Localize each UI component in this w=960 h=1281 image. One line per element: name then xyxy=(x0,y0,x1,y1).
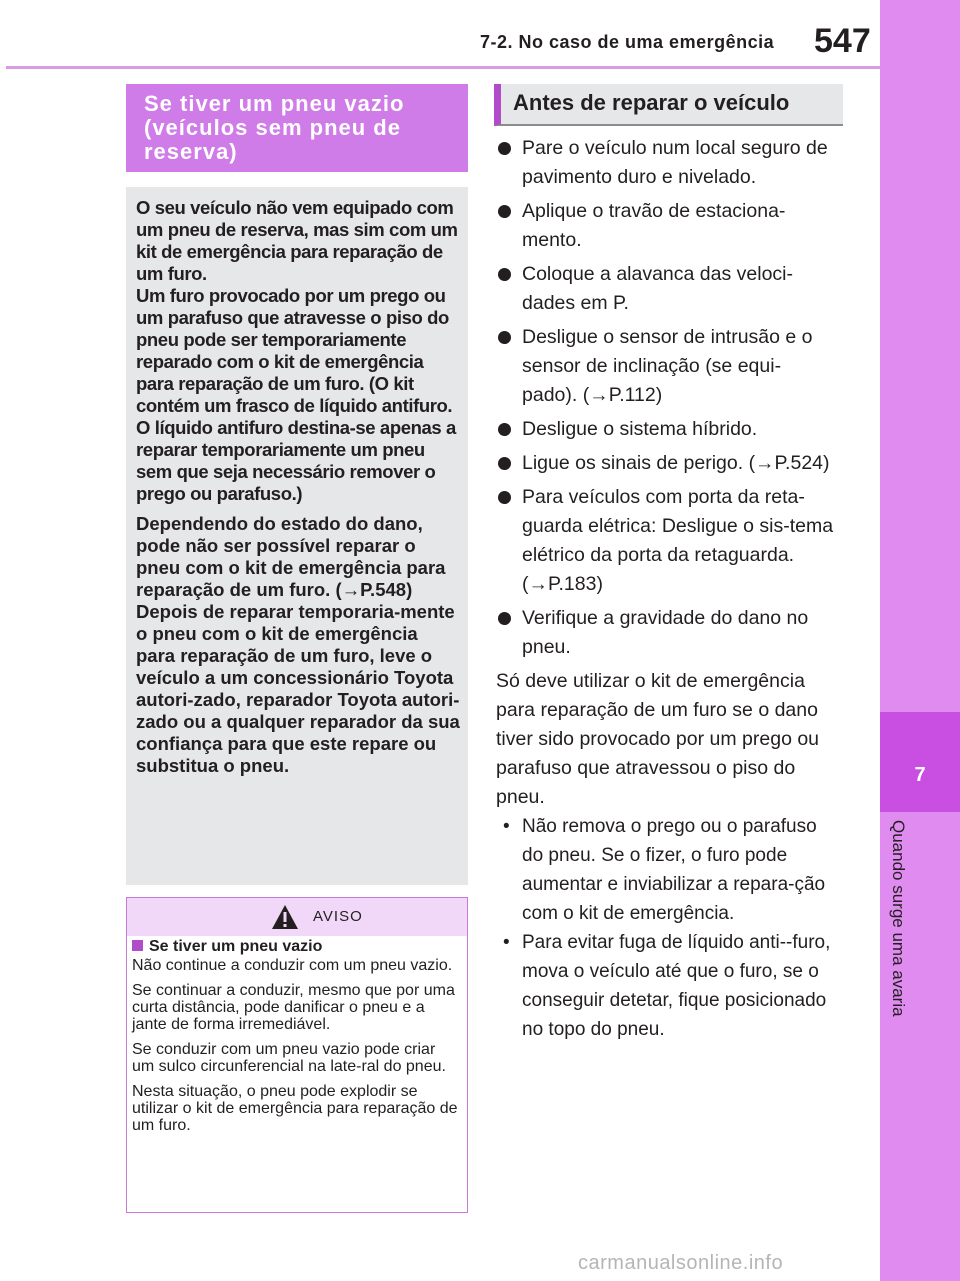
bullet-item xyxy=(496,323,836,410)
bullet-item xyxy=(496,197,836,255)
intro-text-1b: Um furo provocado por um prego ou um parafuso que atravesse o piso do pneu pode ser temporariamente reparado com o kit de emergência para reparação de um furo. (O kit contém um frasco de líquido antifuro. O líquido antifuro destina-se apenas a reparar temporariamente um pneu sem que seja necessário remover o prego ou parafuso.) xyxy=(136,285,456,504)
bullet-dot-icon xyxy=(498,331,511,344)
warning-box xyxy=(126,897,468,1213)
warning-header xyxy=(127,898,467,936)
chapter-number: 7 xyxy=(914,764,926,786)
chapter-title: Quando surge uma avaria xyxy=(889,820,908,1017)
bullet-dot-icon xyxy=(498,205,511,218)
intro-text-1a: O seu veículo não vem equipado com um pneu de reserva, mas sim com um kit de emergência para reparação de um furo. xyxy=(136,197,458,284)
intro-paragraph-1 xyxy=(136,197,461,505)
bullet-text: Para veículos com porta da reta-guarda elétrica: Desligue o sis-tema elétrico da porta da retaguarda. (→P.183) xyxy=(522,486,834,595)
square-bullet-icon xyxy=(132,940,143,951)
chapter-side-tab xyxy=(880,0,960,1281)
bullet-item xyxy=(496,604,836,662)
bullet-dot-icon xyxy=(498,268,511,281)
bullet-text: Aplique o travão de estaciona-mento. xyxy=(522,200,786,251)
header-divider xyxy=(6,66,880,69)
bullet-dot-icon xyxy=(498,612,511,625)
page-number: 547 xyxy=(814,22,871,60)
section-heading-text: Se tiver um pneu vazio (veículos sem pneu de reserva) xyxy=(144,91,405,164)
note-item xyxy=(496,812,836,928)
bullet-dot-icon xyxy=(498,423,511,436)
bullet-dot-icon xyxy=(498,457,511,470)
intro-paragraph-2 xyxy=(136,513,461,777)
bullet-item xyxy=(496,483,836,599)
bullet-item xyxy=(496,260,836,318)
bullet-dot-icon xyxy=(498,491,511,504)
intro-text-2a: Dependendo do estado do dano, pode não ser possível reparar o pneu com o kit de emergência para reparação de um furo. (→P.548) xyxy=(136,513,446,600)
bullet-text: Ligue os sinais de perigo. (→P.524) xyxy=(522,452,830,474)
warning-triangle-icon xyxy=(271,904,299,930)
warning-subheading xyxy=(132,938,460,955)
chapter-marker[interactable] xyxy=(880,712,960,812)
bullet-item xyxy=(496,449,836,478)
note-text: Para evitar fuga de líquido anti--furo, mova o veículo até que o furo, se o conseguir detetar, fique posicionado no topo do pneu. xyxy=(522,932,831,1040)
section-heading-text: Antes de reparar o veículo xyxy=(513,90,790,115)
warning-paragraph: Se continuar a conduzir, mesmo que por uma curta distância, pode danificar o pneu e a jante de forma irremediável. xyxy=(132,982,455,1033)
bullet-point-icon: • xyxy=(503,932,510,953)
warning-paragraph: Não continue a conduzir com um pneu vazio. xyxy=(132,957,453,974)
intro-text-2b: Depois de reparar temporaria-mente o pneu com o kit de emergência para reparação de um furo, leve o veículo a um concessionário Toyota autori-zado, reparador Toyota autori-zado ou a qualquer reparador da sua confiança para que este repare ou substitua o pneu. xyxy=(136,601,460,776)
section-heading-flat-tyre xyxy=(126,84,468,172)
bullet-text: Desligue o sistema híbrido. xyxy=(522,418,758,440)
warning-title: AVISO xyxy=(313,908,363,925)
bullet-text: Coloque a alavanca das veloci-dades em P. xyxy=(522,263,794,314)
intro-box xyxy=(126,187,468,885)
warning-body xyxy=(132,938,460,1142)
watermark: carmanualsonline.info xyxy=(578,1252,784,1274)
bullet-point-icon: • xyxy=(503,816,510,837)
bullet-dot-icon xyxy=(498,142,511,155)
section-heading-before-repair xyxy=(494,84,843,126)
warning-paragraph: Nesta situação, o pneu pode explodir se utilizar o kit de emergência para reparação de um furo. xyxy=(132,1083,458,1134)
body-paragraph: Só deve utilizar o kit de emergência para reparação de um furo se o dano tiver sido provocado por um prego ou parafuso que atravessou o piso do pneu. xyxy=(496,670,820,808)
bullet-text: Desligue o sensor de intrusão e o sensor de inclinação (se equi-pado). (→P.112) xyxy=(522,326,813,406)
note-item xyxy=(496,928,836,1044)
bullet-item xyxy=(496,415,836,444)
bullet-text: Verifique a gravidade do dano no pneu. xyxy=(522,607,809,658)
section-reference: 7-2. No caso de uma emergência xyxy=(480,32,775,52)
warning-subheading-text: Se tiver um pneu vazio xyxy=(149,938,323,955)
intro-content xyxy=(136,197,461,785)
bullet-text: Pare o veículo num local seguro de pavimento duro e nivelado. xyxy=(522,137,828,188)
warning-paragraph: Se conduzir com um pneu vazio pode criar um sulco circunferencial na late-ral do pneu. xyxy=(132,1041,446,1075)
note-text: Não remova o prego ou o parafuso do pneu. Se o fizer, o furo pode aumentar e inviabilizar a repara-ção com o kit de emergência. xyxy=(522,816,826,924)
bullet-item xyxy=(496,134,836,192)
right-column xyxy=(496,134,836,1044)
page-header xyxy=(0,0,880,70)
chapter-title-container xyxy=(888,820,928,1070)
